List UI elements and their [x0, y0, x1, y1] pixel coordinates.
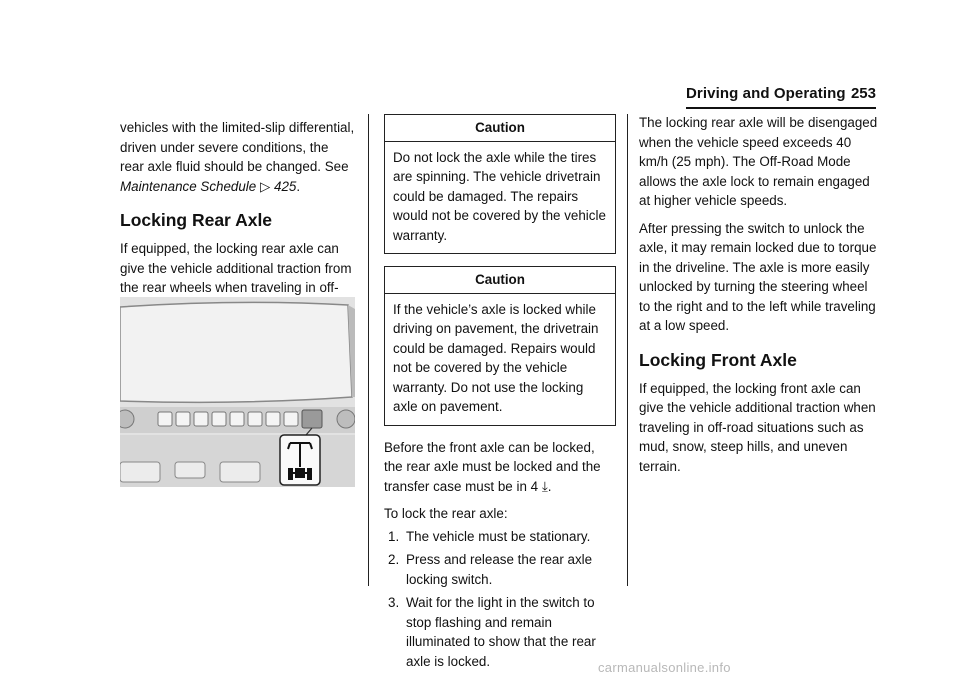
column-2	[384, 114, 616, 675]
disengage-paragraph: The locking rear axle will be disengaged when the vehicle speed exceeds 40 km/h (25 mph). The Off-Road Mode allows the axle lock to remain engaged at higher vehicle speeds.	[639, 115, 878, 208]
caution-text-1: Do not lock the axle while the tires are spinning. The vehicle drivetrain could be damaged. The repairs would not be covered by the vehicle warranty.	[393, 149, 606, 243]
page-ref-icon: ▷	[259, 178, 271, 194]
column-divider-1	[368, 114, 369, 586]
caution-title-1: Caution	[385, 115, 615, 142]
front-axle-paragraph: If equipped, the locking front axle can give the vehicle additional traction when traveling in off-road situations such as mud, snow, steep hills, and uneven terrain.	[639, 380, 876, 474]
intro-text: vehicles with the limited-slip differential, driven under severe conditions, the rear axle fluid should be changed. See	[120, 120, 355, 174]
intro-paragraph: vehicles with the limited-slip differential, driven under severe conditions, the rear axle fluid should be changed. See Maintenance Schedule ▷ 425.	[120, 120, 355, 194]
list-item: 3. Wait for the light in the switch to stop flashing and remain illuminated to show that the rear axle is locked.	[388, 595, 596, 669]
watermark: carmanualsonline.info	[598, 660, 731, 675]
section-title: Driving and Operating	[686, 85, 846, 102]
lock-steps-list	[384, 527, 616, 672]
caution-text-2: If the vehicle’s axle is locked while driving on pavement, the drivetrain could be damaged. Repairs would not be covered by the vehicle warranty. Do not use the locking axle on pavement.	[393, 301, 599, 414]
list-item: 1. The vehicle must be stationary.	[388, 528, 591, 544]
locking-rear-axle-heading: Locking Rear Axle	[120, 210, 273, 230]
page-header	[686, 84, 876, 106]
unlock-paragraph: After pressing the switch to unlock the axle, it may remain locked due to torque in the driveline. The axle is more easily unlocked by turning the steering wheel to the right and to the left while traveling at a low speed.	[639, 220, 877, 333]
front-axle-prereq-paragraph: Before the front axle can be locked, the rear axle must be locked and the transfer case must be in 4 ⤓.	[384, 439, 601, 494]
locking-front-axle-heading: Locking Front Axle	[639, 349, 797, 370]
column-3	[639, 113, 879, 484]
prereq-text: Before the front axle can be locked, the rear axle must be locked and the transfer case must be in 4	[384, 439, 601, 494]
page-number: 253	[850, 85, 876, 102]
rear-axle-paragraph: If equipped, the locking rear axle can give the vehicle additional traction from the rear wheels when traveling in off-	[120, 241, 352, 295]
steps-intro: To lock the rear axle:	[384, 506, 508, 521]
four-low-icon: ⤓	[541, 478, 548, 494]
header-rule	[686, 107, 876, 109]
dashboard-illustration	[120, 297, 355, 487]
rear-axle-switch-figure	[120, 297, 355, 487]
list-item: 2. Press and release the rear axle locking switch.	[388, 552, 593, 587]
caution-box-2	[384, 266, 616, 426]
maintenance-schedule-link[interactable]: Maintenance Schedule	[120, 178, 257, 194]
page-ref-number[interactable]: 425	[274, 178, 297, 194]
caution-title-2: Caution	[385, 267, 615, 294]
caution-box-1	[384, 114, 616, 254]
column-divider-2	[627, 114, 628, 586]
